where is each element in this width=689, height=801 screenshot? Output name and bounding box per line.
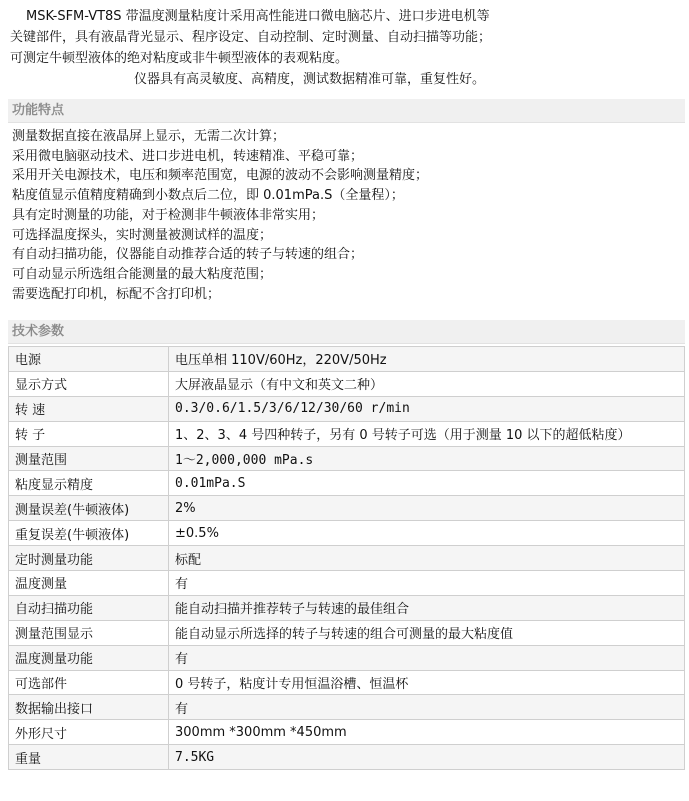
table-row [9, 347, 685, 372]
param-value: 7.5KG [169, 745, 685, 770]
table-row [9, 546, 685, 571]
features-heading: 功能特点 [8, 99, 685, 123]
param-value: 1、2、3、4 号四种转子，另有 0 号转子可选（用于测量 10 以下的超低粘度） [169, 421, 685, 446]
param-key: 电源 [9, 347, 169, 372]
param-key: 转 速 [9, 396, 169, 421]
table-row [9, 595, 685, 620]
param-value: 300mm *300mm *450mm [169, 720, 685, 745]
intro-line: 关键部件，具有液晶背光显示、程序设定、自动控制、定时测量、自动扫描等功能； [10, 30, 492, 45]
table-row [9, 471, 685, 496]
param-key: 测量范围 [9, 446, 169, 471]
table-row [9, 571, 685, 596]
feature-item: 需要选配打印机，标配不含打印机； [12, 286, 221, 302]
intro-line: MSK-SFM-VT8S 带温度测量粘度计采用高性能进口微电脑芯片、进口步进电机等 [26, 9, 490, 24]
param-key: 温度测量功能 [9, 645, 169, 670]
feature-item: 可选择温度探头，实时测量被测试样的温度； [12, 227, 273, 243]
param-value: 2% [169, 496, 685, 521]
param-key: 显示方式 [9, 371, 169, 396]
table-row [9, 496, 685, 521]
table-row [9, 645, 685, 670]
param-value: 能自动显示所选择的转子与转速的组合可测量的最大粘度值 [169, 620, 685, 645]
feature-item: 粘度值显示值精度精确到小数点后二位，即 0.01mPa.S（全量程）； [12, 188, 404, 204]
param-key: 可选部件 [9, 670, 169, 695]
param-key: 重量 [9, 745, 169, 770]
param-key: 数据输出接口 [9, 695, 169, 720]
param-key: 转 子 [9, 421, 169, 446]
table-row [9, 745, 685, 770]
table-row [9, 446, 685, 471]
product-intro [10, 6, 685, 90]
feature-item: 采用微电脑驱动技术、进口步进电机，转速精准、平稳可靠； [12, 148, 364, 164]
param-key: 粘度显示精度 [9, 471, 169, 496]
params-heading: 技术参数 [8, 320, 685, 344]
param-key: 重复误差(牛顿液体) [9, 521, 169, 546]
intro-line: 可测定牛顿型液体的绝对粘度或非牛顿型液体的表观粘度。 [10, 51, 349, 66]
table-row [9, 620, 685, 645]
param-value: ±0.5% [169, 521, 685, 546]
param-value: 0 号转子，粘度计专用恒温浴槽、恒温杯 [169, 670, 685, 695]
feature-item: 具有定时测量的功能，对于检测非牛顿液体非常实用； [12, 207, 325, 223]
table-row [9, 371, 685, 396]
intro-line: 仪器具有高灵敏度、高精度，测试数据精准可靠，重复性好。 [134, 72, 486, 87]
table-row [9, 720, 685, 745]
feature-item: 采用开关电源技术，电压和频率范围宽，电源的波动不会影响测量精度； [12, 168, 429, 184]
param-value: 有 [169, 645, 685, 670]
param-value: 电压单相 110V/60Hz，220V/50Hz [169, 347, 685, 372]
param-value: 大屏液晶显示（有中文和英文二种） [169, 371, 685, 396]
param-key: 外形尺寸 [9, 720, 169, 745]
params-table [8, 346, 685, 770]
features-list [12, 127, 428, 304]
table-row [9, 396, 685, 421]
param-key: 测量误差(牛顿液体) [9, 496, 169, 521]
param-value: 1～2,000,000 mPa.s [169, 446, 685, 471]
param-value: 0.01mPa.S [169, 471, 685, 496]
feature-item: 有自动扫描功能，仪器能自动推荐合适的转子与转速的组合； [12, 247, 364, 263]
table-row [9, 695, 685, 720]
table-row [9, 521, 685, 546]
param-key: 定时测量功能 [9, 546, 169, 571]
param-value: 能自动扫描并推荐转子与转速的最佳组合 [169, 595, 685, 620]
param-key: 温度测量 [9, 571, 169, 596]
param-value: 有 [169, 571, 685, 596]
param-value: 0.3/0.6/1.5/3/6/12/30/60 r/min [169, 396, 685, 421]
feature-item: 可自动显示所选组合能测量的最大粘度范围； [12, 266, 273, 282]
table-row [9, 421, 685, 446]
param-value: 标配 [169, 546, 685, 571]
table-row [9, 670, 685, 695]
feature-item: 测量数据直接在液晶屏上显示，无需二次计算； [12, 129, 286, 144]
param-key: 测量范围显示 [9, 620, 169, 645]
param-key: 自动扫描功能 [9, 595, 169, 620]
param-value: 有 [169, 695, 685, 720]
